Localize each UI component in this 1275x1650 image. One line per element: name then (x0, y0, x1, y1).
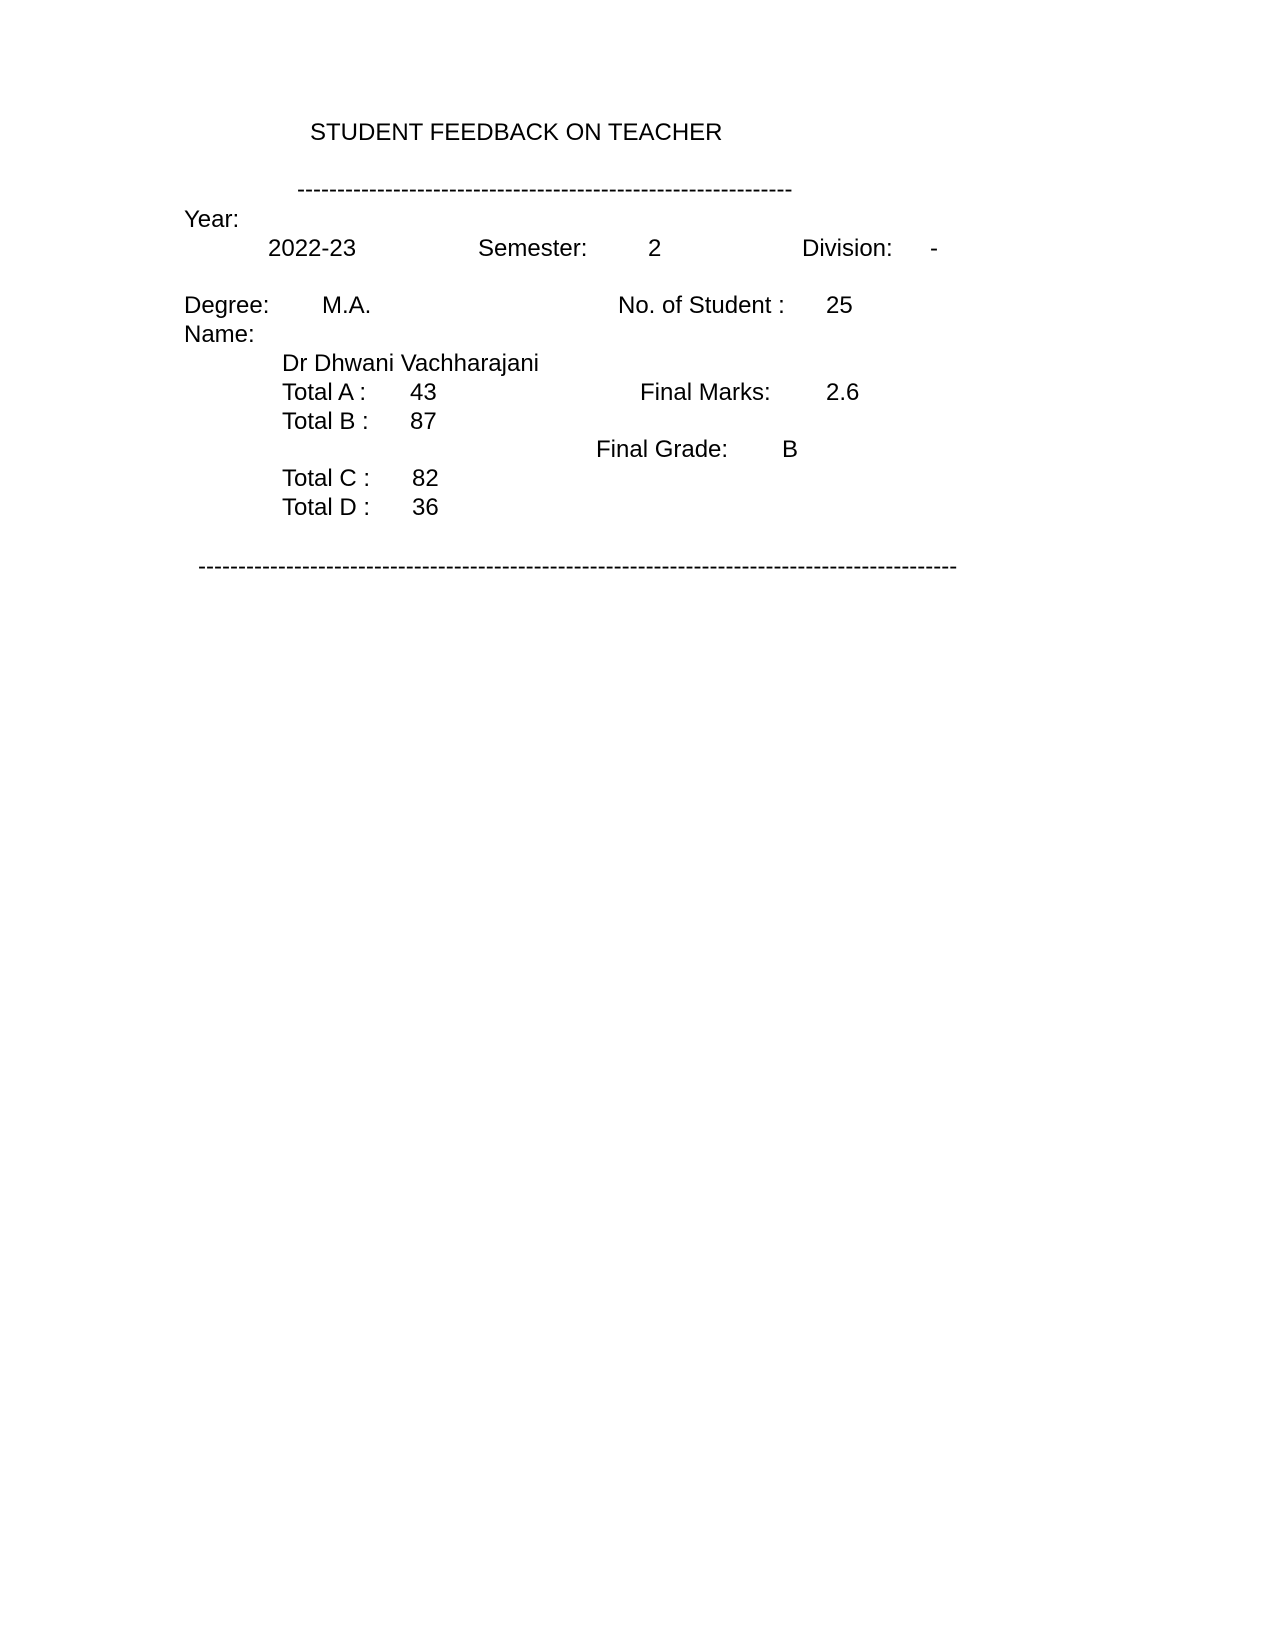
final-grade-value: B (782, 436, 799, 463)
total-a-label: Total A : (282, 379, 367, 406)
year-label: Year: (184, 206, 240, 233)
total-b-value: 87 (410, 408, 437, 435)
division-label: Division: (802, 235, 893, 262)
final-marks-value: 2.6 (826, 379, 860, 406)
division-value: - (930, 235, 938, 262)
total-a-value: 43 (410, 379, 437, 406)
total-d-label: Total D : (282, 494, 371, 521)
top-separator: -------------------------------------------------------------- (297, 176, 793, 203)
degree-value: M.A. (322, 292, 372, 319)
semester-label: Semester: (478, 235, 588, 262)
final-marks-label: Final Marks: (640, 379, 771, 406)
report-title: STUDENT FEEDBACK ON TEACHER (310, 119, 723, 146)
degree-label: Degree: (184, 292, 270, 319)
total-d-value: 36 (412, 494, 439, 521)
teacher-name: Dr Dhwani Vachharajani (282, 350, 540, 377)
student-count-label: No. of Student : (618, 292, 785, 319)
total-c-label: Total C : (282, 465, 371, 492)
name-label: Name: (184, 321, 255, 348)
total-b-label: Total B : (282, 408, 369, 435)
student-count-value: 25 (826, 292, 853, 319)
total-c-value: 82 (412, 465, 439, 492)
year-value: 2022-23 (268, 235, 357, 262)
bottom-separator: ----------------------------------------------------------------------------------------------- (198, 553, 958, 580)
final-grade-label: Final Grade: (596, 436, 729, 463)
semester-value: 2 (648, 235, 662, 262)
